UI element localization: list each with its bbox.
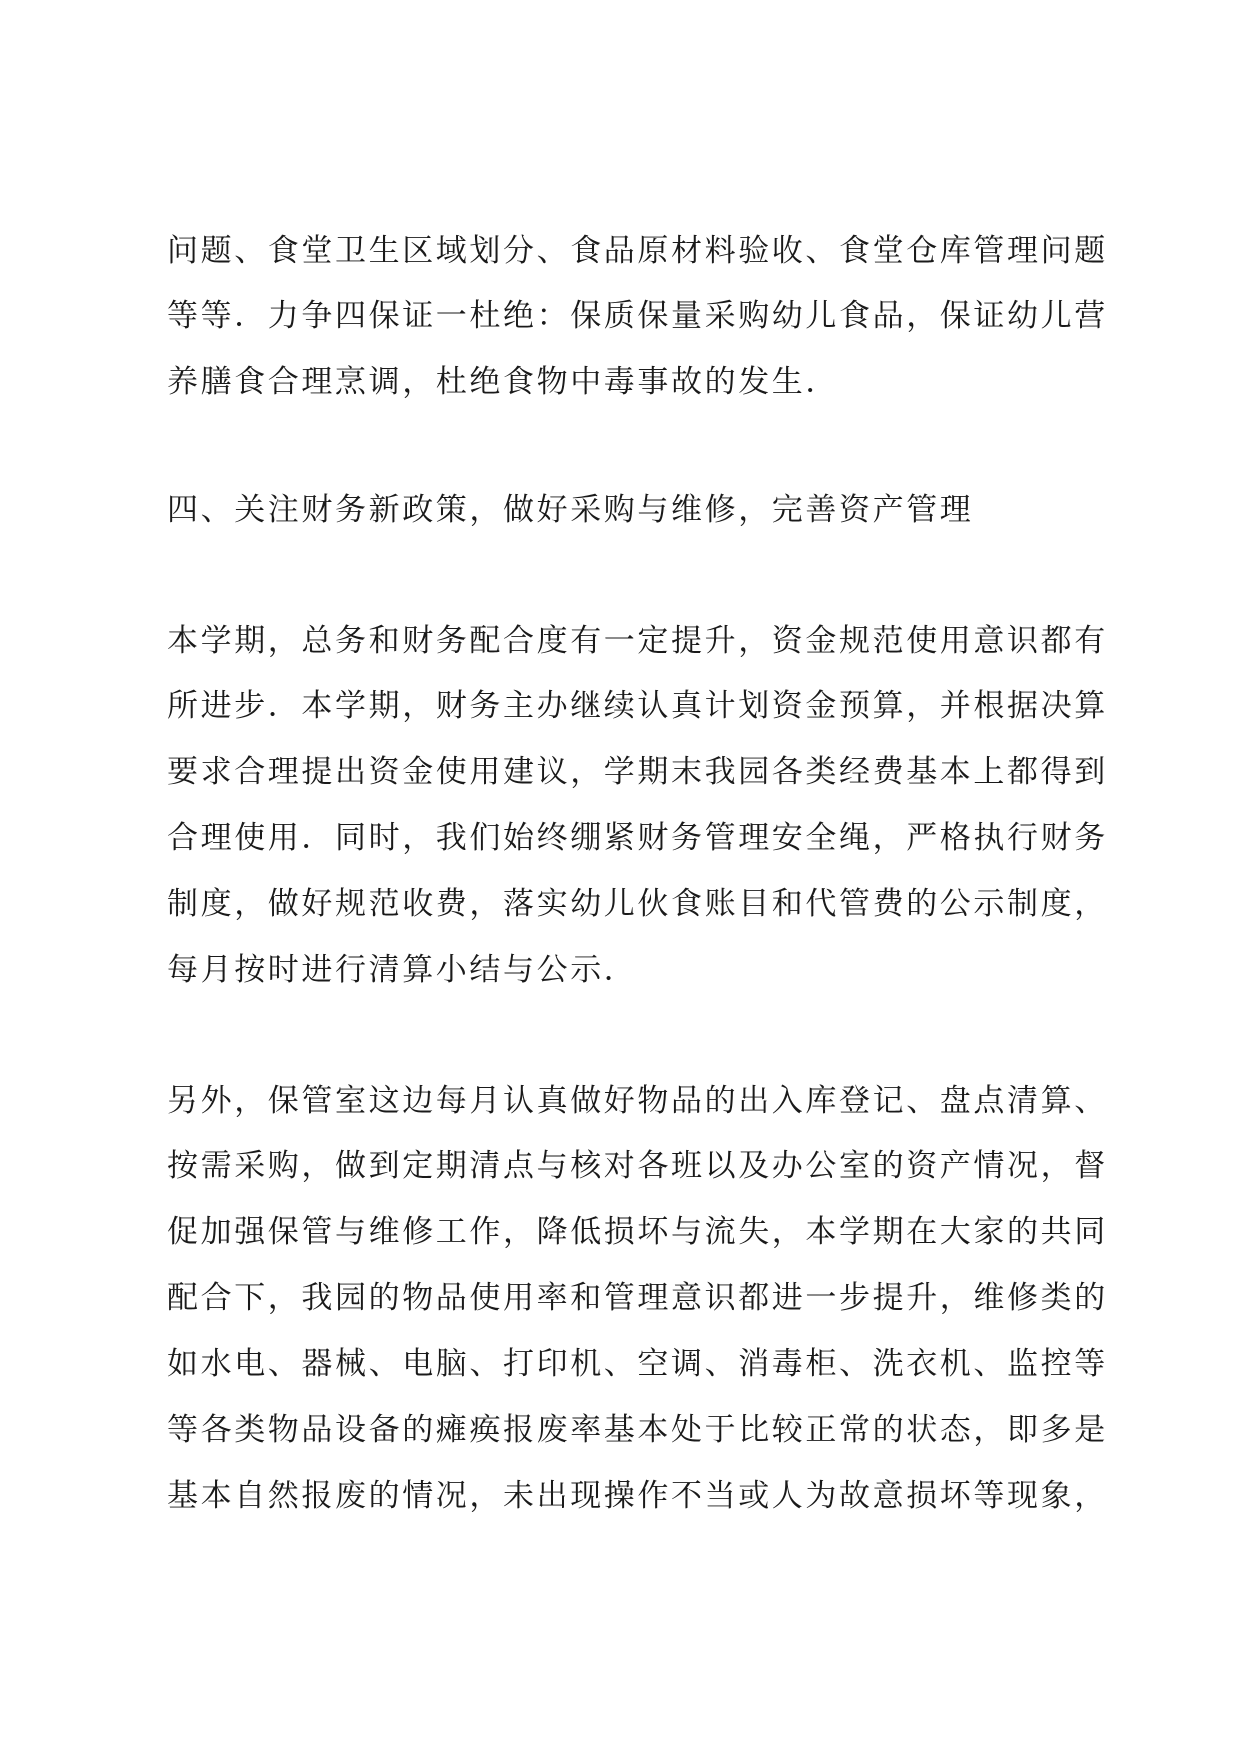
text-line: 如水电、器械、电脑、打印机、空调、消毒柜、洗衣机、监控等	[167, 1346, 1108, 1382]
text-line: 等各类物品设备的瘫痪报废率基本处于比较正常的状态，即多是	[167, 1412, 1108, 1448]
text-line: 本学期，总务和财务配合度有一定提升，资金规范使用意识都有	[167, 623, 1108, 659]
text-line: 合理使用．同时，我们始终绷紧财务管理安全绳，严格执行财务	[167, 820, 1108, 856]
text-line: 另外，保管室这边每月认真做好物品的出入库登记、盘点清算、	[167, 1083, 1108, 1119]
text-line: 配合下，我园的物品使用率和管理意识都进一步提升，维修类的	[167, 1280, 1108, 1316]
text-line: 要求合理提出资金使用建议，学期末我园各类经费基本上都得到	[167, 754, 1108, 790]
text-line: 每月按时进行清算小结与公示．	[167, 952, 638, 988]
text-line: 制度，做好规范收费，落实幼儿伙食账目和代管费的公示制度，	[167, 886, 1108, 922]
section-heading: 四、关注财务新政策，做好采购与维修，完善资产管理	[167, 492, 974, 528]
text-line: 基本自然报废的情况，未出现操作不当或人为故意损坏等现象，	[167, 1478, 1108, 1514]
text-line: 促加强保管与维修工作，降低损坏与流失，本学期在大家的共同	[167, 1214, 1108, 1250]
text-line: 养膳食合理烹调，杜绝食物中毒事故的发生．	[167, 364, 839, 400]
text-line: 所进步．本学期，财务主办继续认真计划资金预算，并根据决算	[167, 688, 1108, 724]
text-line: 等等．力争四保证一杜绝：保质保量采购幼儿食品，保证幼儿营	[167, 298, 1108, 334]
text-line: 问题、食堂卫生区域划分、食品原材料验收、食堂仓库管理问题	[167, 233, 1108, 269]
text-line: 按需采购，做到定期清点与核对各班以及办公室的资产情况，督	[167, 1148, 1108, 1184]
